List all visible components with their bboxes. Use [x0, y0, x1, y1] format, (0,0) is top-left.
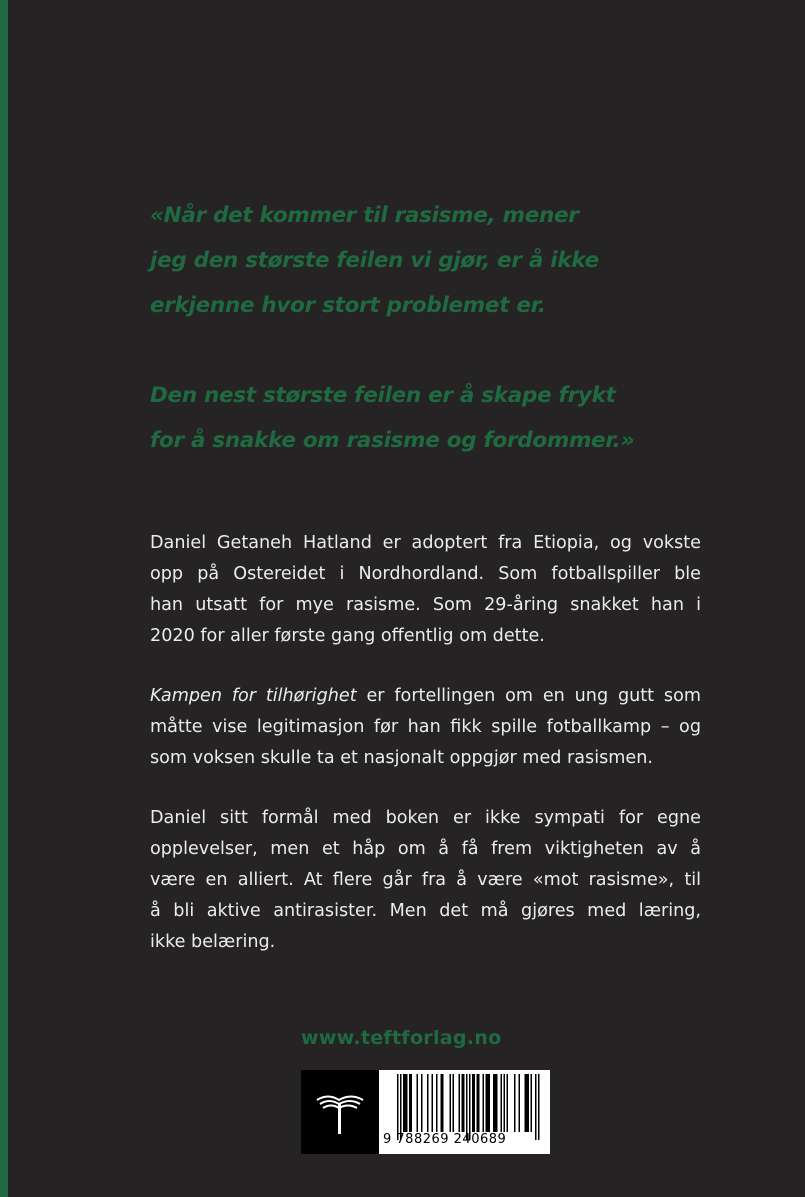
barcode-bar	[483, 1074, 485, 1132]
text-line: 2020 for aller første gang offentlig om dette.	[150, 626, 545, 646]
barcode-number: 9 788269 240689	[383, 1132, 507, 1147]
barcode-bar	[501, 1074, 503, 1132]
blurb-paragraph-author	[150, 528, 701, 652]
barcode-bar	[487, 1074, 489, 1132]
barcode-bar	[477, 1074, 479, 1132]
barcode-bar	[405, 1074, 407, 1132]
text-line	[150, 681, 701, 712]
barcode-bar	[469, 1074, 471, 1140]
text-fragment: er fortellingen om en ung gutt som	[356, 686, 701, 706]
barcode-bar	[531, 1074, 533, 1132]
barcode-bar	[441, 1074, 443, 1132]
publisher-logo	[301, 1070, 379, 1154]
barcode-bar	[409, 1074, 411, 1132]
barcode-bar	[400, 1074, 402, 1140]
barcode-bar	[421, 1074, 423, 1132]
barcode-bar	[403, 1074, 405, 1132]
text-line: han utsatt for mye rasisme. Som 29-åring snakket han i	[150, 595, 701, 615]
tree-book-icon	[301, 1070, 379, 1154]
barcode-bar	[436, 1074, 438, 1132]
text-line: å bli aktive antirasister. Men det må gjøres med læring,	[150, 901, 701, 921]
barcode-bar	[453, 1074, 455, 1132]
blurb-paragraph-book	[150, 681, 701, 774]
blurb-paragraph-purpose	[150, 803, 701, 958]
text-line: opplevelser, men et håp om å få frem viktigheten av å	[150, 839, 701, 859]
pull-quote	[150, 193, 750, 463]
barcode-bar	[417, 1074, 419, 1132]
barcode-bar	[466, 1074, 468, 1140]
barcode-bar	[459, 1074, 461, 1132]
barcode-bar	[519, 1074, 521, 1132]
text-line: Daniel sitt formål med boken er ikke sympati for egne	[150, 808, 701, 828]
quote-line: Den nest største feilen er å skape frykt	[150, 383, 616, 408]
barcode-bar	[474, 1074, 476, 1132]
barcode-bar	[406, 1074, 408, 1132]
text-line: ikke belæring.	[150, 932, 276, 952]
barcode-bar	[493, 1074, 495, 1132]
isbn-barcode	[379, 1070, 550, 1154]
barcode-bar	[535, 1074, 537, 1140]
barcode-bar	[450, 1074, 452, 1132]
quote-line: erkjenne hvor stort problemet er.	[150, 293, 546, 318]
barcode-bar	[528, 1074, 530, 1132]
quote-gap	[150, 328, 750, 373]
quote-line: for å snakke om rasisme og fordommer.»	[150, 428, 635, 453]
text-line: opp på Ostereidet i Nordhordland. Som fotballspiller ble	[150, 564, 701, 584]
barcode-bar	[525, 1074, 527, 1132]
barcode-bar	[472, 1074, 474, 1132]
barcode-bar	[514, 1074, 516, 1132]
barcode-bar	[462, 1074, 464, 1132]
quote-line: «Når det kommer til rasisme, mener	[150, 203, 579, 228]
text-line: måtte vise legitimasjon før han fikk spille fotballkamp – og	[150, 717, 701, 737]
quote-line: jeg den største feilen vi gjør, er å ikke	[150, 248, 599, 273]
barcode-bar	[411, 1074, 413, 1132]
text-line: være en alliert. At flere går fra å være «mot rasisme», til	[150, 870, 701, 890]
barcode-bar	[397, 1074, 399, 1140]
barcode-bar	[486, 1074, 488, 1132]
barcode-bar	[478, 1074, 480, 1132]
barcode-bar	[432, 1074, 434, 1132]
barcode-bar	[507, 1074, 509, 1132]
publisher-website[interactable]: www.teftforlag.no	[301, 1027, 502, 1049]
barcode-bar	[526, 1074, 528, 1132]
book-title: Kampen for tilhørighet	[150, 686, 357, 706]
blurb	[150, 528, 701, 958]
barcode-bar	[489, 1074, 491, 1132]
barcode-bar	[442, 1074, 444, 1132]
spine-stripe	[0, 0, 8, 1197]
barcode-bar	[504, 1074, 506, 1132]
text-line: som voksen skulle ta et nasjonalt oppgjør med rasismen.	[150, 748, 653, 768]
barcode-bar	[463, 1074, 465, 1132]
barcode-bar	[496, 1074, 498, 1132]
barcode-bar	[495, 1074, 497, 1132]
barcode-bar	[427, 1074, 429, 1132]
text-line: Daniel Getaneh Hatland er adoptert fra Etiopia, og vokste	[150, 533, 701, 553]
barcode-bar	[538, 1074, 540, 1140]
